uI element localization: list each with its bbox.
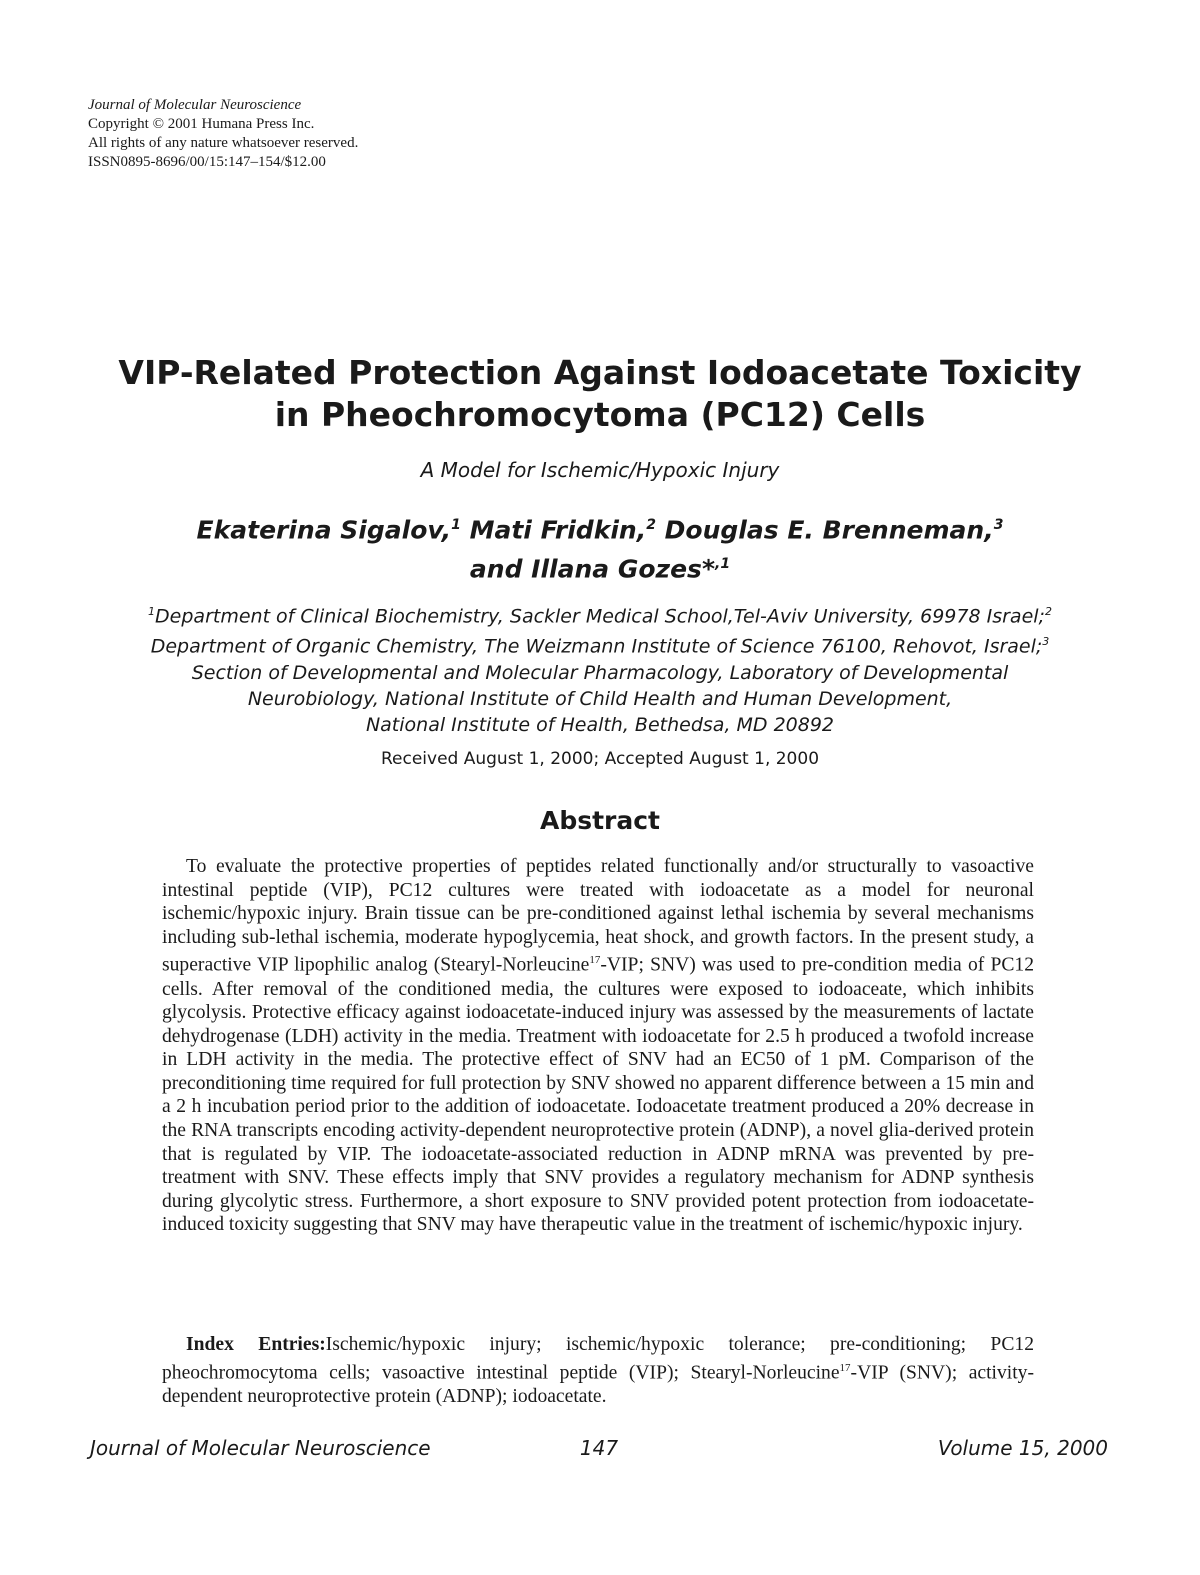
author-name: Douglas E. Brenneman, — [664, 515, 994, 545]
index-entries-text-1: Ischemic/hypoxic injury; ischemic/hypoxic tolerance; pre-conditioning; PC12 pheochromocytoma cells; vasoactive intestinal peptide (VIP); Stearyl-Norleucine — [162, 1334, 1034, 1384]
title-block — [100, 352, 1100, 436]
affiliation-line-4: Neurobiology, National Institute of Child Health and Human Development, — [247, 687, 953, 710]
footer-page-number: 147 — [579, 1436, 619, 1460]
affiliation-line-2 — [60, 629, 1140, 659]
author-affil-sup: 3 — [993, 517, 1004, 533]
affiliation-text: Department of Clinical Biochemistry, Sackler Medical School,Tel-Aviv University, 69978 Israel; — [155, 605, 1045, 628]
journal-masthead — [88, 96, 358, 172]
author-affil-sup: 2 — [646, 517, 656, 533]
received-dates: Received August 1, 2000; Accepted August 1, 2000 — [380, 749, 820, 769]
page-footer — [90, 1436, 1108, 1464]
affiliation-sup: 1 — [148, 605, 156, 618]
affiliation-line-1 — [60, 599, 1140, 629]
footer-journal: Journal of Molecular Neuroscience — [90, 1436, 431, 1460]
author-affil-sup: ,1 — [715, 556, 731, 573]
masthead-issn: ISSN0895-8696/00/15:147–154/$12.00 — [88, 154, 326, 170]
abstract-text-1: To evaluate the protective properties of peptides related functionally and/or structurally to vasoactive intestinal peptide (VIP), PC12 cultures were treated with iodoacetate as a model for neuronal ischemic/hypoxic injury. Brain tissue can be pre-conditioned against lethal ischemia by several mechanisms including sub-lethal ischemia, moderate hypoglycemia, heat shock, and growth factors. In the present study, a superactive VIP lipophilic analog (Stearyl-Norleucine — [162, 856, 1034, 976]
index-entries-sup: 17 — [839, 1361, 851, 1374]
index-entries — [162, 1333, 1034, 1408]
author-name: Ekaterina Sigalov, — [196, 515, 452, 545]
abstract-text-2: -VIP; SNV) was used to pre-condition media of PC12 cells. After removal of the conditioned media, the cultures were exposed to iodoaceate, which inhibits glycolysis. Protective efficacy against iodoacetate-induced injury was assessed by the measurements of lactate dehydrogenase (LDH) activity in the media. Treatment with iodoacetate for 2.5 h produced a twofold increase in LDH activity in the media. The protective effect of SNV had an EC50 of 1 pM. Comparison of the preconditioning time required for full protection by SNV showed no apparent difference between a 15 min and a 2 h incubation period prior to the addition of iodoacetate. Iodoacetate treatment produced a 20% decrease in the RNA transcripts encoding activity-dependent neuroprotective protein (ADNP), a novel glia-derived protein that is regulated by VIP. The iodoacetate-associated reduction in ADNP mRNA was prevented by pre-treatment with SNV. These effects imply that SNV provides a regulatory mechanism for ADNP synthesis during glycolytic stress. Furthermore, a short exposure to SNV provided potent protection from iodoacetate-induced toxicity suggesting that SNV may have therapeutic value in the treatment of ischemic/hypoxic injury. — [162, 954, 1034, 1236]
index-entries-label: Index Entries: — [186, 1334, 326, 1355]
author-name: and Illana Gozes* — [469, 554, 716, 584]
author-line-1 — [100, 508, 1100, 547]
abstract-heading: Abstract — [539, 806, 661, 835]
abstract-sup: 17 — [589, 954, 601, 967]
affiliation-sup: 3 — [1042, 635, 1050, 649]
affiliations — [60, 599, 1140, 738]
masthead-copyright: Copyright © 2001 Humana Press Inc. — [88, 116, 315, 132]
footer-volume: Volume 15, 2000 — [937, 1436, 1108, 1460]
abstract-body — [162, 855, 1034, 1237]
title-line-1: VIP-Related Protection Against Iodoacetate Toxicity — [118, 353, 1082, 392]
article-title — [100, 352, 1100, 436]
affiliation-text: Department of Organic Chemistry, The Weizmann Institute of Science 76100, Rehovot, Israel; — [150, 635, 1043, 658]
masthead-rights: All rights of any nature whatsoever reserved. — [88, 135, 359, 151]
author-affil-sup: 1 — [451, 517, 461, 533]
author-name: Mati Fridkin, — [469, 515, 647, 545]
author-line-2 — [100, 547, 1100, 586]
article-subtitle: A Model for Ischemic/Hypoxic Injury — [420, 458, 780, 482]
affiliation-line-3: Section of Developmental and Molecular Pharmacology, Laboratory of Developmental — [191, 661, 1009, 684]
affiliation-sup: 2 — [1044, 605, 1052, 618]
affiliation-line-5: National Institute of Health, Bethedsa, MD 20892 — [365, 713, 835, 736]
masthead-journal-name: Journal of Molecular Neuroscience — [88, 97, 302, 113]
author-list — [100, 508, 1100, 587]
index-entries-text-2: -VIP (SNV); activity-dependent neuroprotective protein (ADNP); iodoacetate. — [162, 1362, 1034, 1407]
title-line-2: in Pheochromocytoma (PC12) Cells — [274, 395, 926, 434]
